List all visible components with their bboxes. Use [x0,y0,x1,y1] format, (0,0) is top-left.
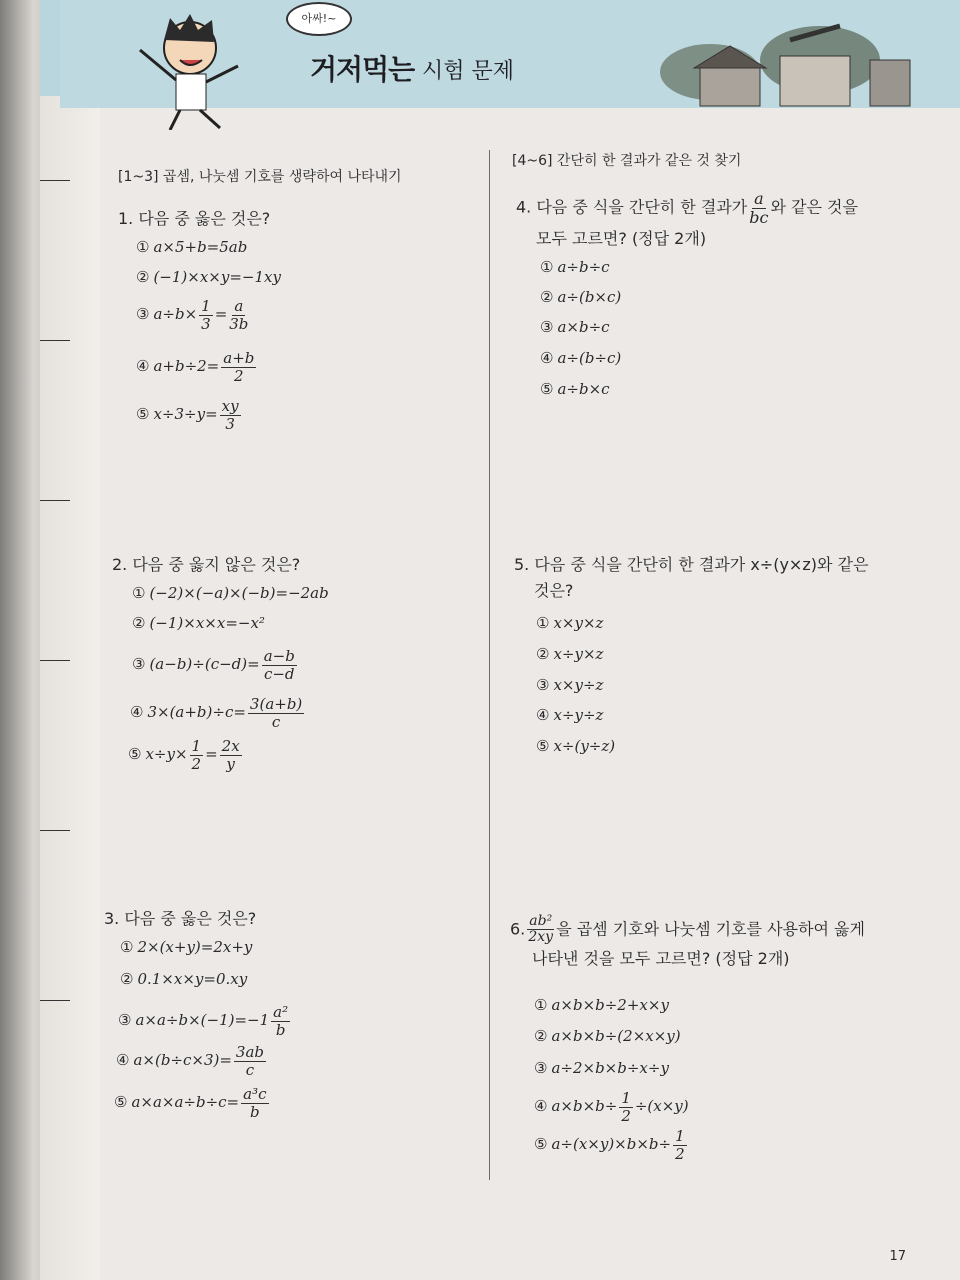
question-6: 6. $\frac{\text{ab²}}{2xy}$ 을 곱셈 기호와 나눗셈 기호를 사용하여 옳게 나타낸 것을 모두 고르면? (정답 2개) [510,913,865,968]
q3-option-3: ③ a×a÷b×(−1)=−1 $\frac{\text{a²}}{b}$ [118,1003,289,1039]
q3-option-1: ① 2×(x+y)=2x+y [120,938,253,956]
previous-page-edge [40,0,100,1280]
q1-option-2: ② (−1)×x×y=−1xy [136,268,281,286]
section-title: 거저먹는 [310,53,415,86]
question-3: 3. 다음 중 옳은 것은? [104,909,257,928]
q6-option-4: ④ a×b×b÷ $\frac{1}{2}$ ÷(x×y) [534,1089,689,1125]
cartoon-boy-icon [120,10,250,130]
q6-option-3: ③ a÷2×b×b÷x÷y [534,1059,669,1077]
q5-option-1: ① x×y×z [536,614,604,632]
q4-option-4: ④ a÷(b÷c) [540,349,622,367]
q2-option-2: ② (−1)×x×x=−x² [132,614,265,632]
page-number: 17 [889,1249,906,1264]
q1-option-3: ③ a÷b× $\frac{1}{3}$ = $\frac{a}{3b}$ [136,297,249,333]
question-4: 4. 다음 중 식을 간단히 한 결과가 $\frac{a}{bc}$ 와 같은 것을 모두 고르면? (정답 2개) [516,189,858,249]
q2-option-3: ③ (a−b)÷(c−d)= $\frac{a-b}{c-d}$ [132,647,295,683]
q3-option-2: ② 0.1×x×y=0.xy [120,970,248,988]
q5-option-5: ⑤ x÷(y÷z) [536,737,616,755]
q5-option-4: ④ x÷y÷z [536,706,604,724]
column-divider [489,150,490,1180]
section-heading-left: [1~3] 곱셈, 나눗셈 기호를 생략하여 나타내기 [118,169,402,185]
q1-option-5: ⑤ x÷3÷y= $\frac{xy}{3}$ [136,397,239,433]
q1-option-1: ① a×5+b=5ab [136,238,248,256]
q6-option-5: ⑤ a÷(x×y)×b×b÷ $\frac{1}{2}$ [534,1127,685,1163]
page-header [60,0,960,108]
question-5: 5. 다음 중 식을 간단히 한 결과가 x÷(y×z)와 같은 것은? [514,555,869,600]
q2-option-4: ④ 3×(a+b)÷c= $\frac{3(a+b)}{c}$ [130,695,303,731]
section-subtitle: 시험 문제 [422,59,515,84]
q2-option-5: ⑤ x÷y× $\frac{1}{2}$ = $\frac{2x}{y}$ [128,737,240,773]
question-2: 2. 다음 중 옳지 않은 것은? [112,555,301,574]
q3-option-5: ⑤ a×a×a÷b÷c= $\frac{\text{a³c}}{b}$ [114,1085,267,1121]
q4-option-1: ① a÷b÷c [540,258,610,276]
town-illustration-icon [640,20,940,108]
q4-option-2: ② a÷(b×c) [540,288,622,306]
q3-option-4: ④ a×(b÷c×3)= $\frac{3ab}{c}$ [116,1043,265,1079]
q4-option-5: ⑤ a÷b×c [540,380,610,398]
section-heading-right: [4~6] 간단히 한 결과가 같은 것 찾기 [512,153,742,169]
q5-option-2: ② x÷y×z [536,645,604,663]
question-1: 1. 다음 중 옳은 것은? [118,209,271,228]
q5-option-3: ③ x×y÷z [536,676,604,694]
q6-option-1: ① a×b×b÷2+x×y [534,996,669,1014]
q1-option-4: ④ a+b÷2= $\frac{a+b}{2}$ [136,349,255,385]
q2-option-1: ① (−2)×(−a)×(−b)=−2ab [132,584,329,602]
q6-option-2: ② a×b×b÷(2×x×y) [534,1027,681,1045]
q4-option-3: ③ a×b÷c [540,318,610,336]
speech-bubble: 아싸!~ [286,2,352,36]
